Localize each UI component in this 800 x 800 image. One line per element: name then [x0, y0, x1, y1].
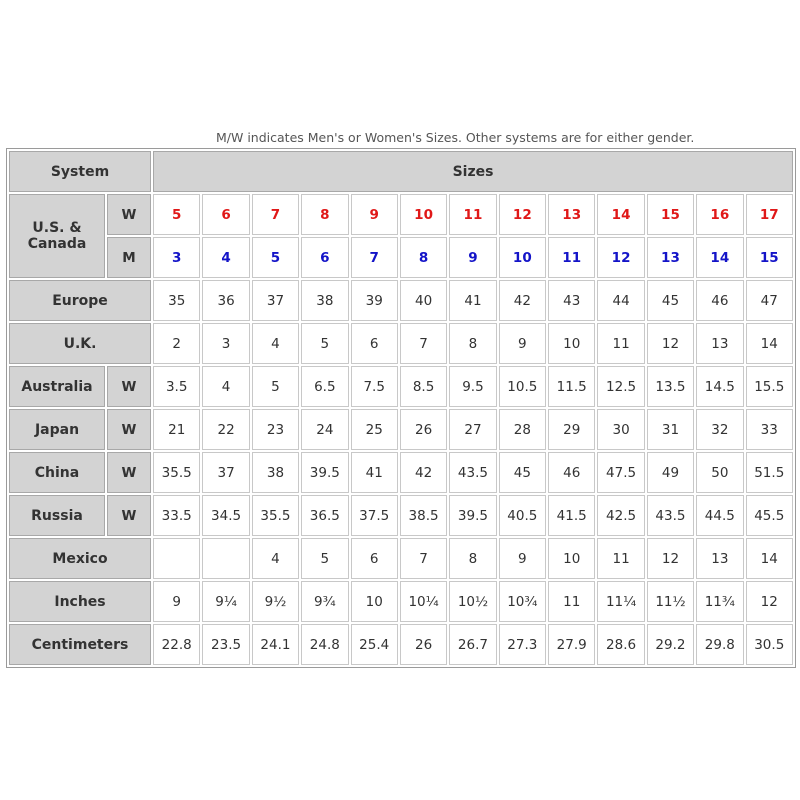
size-cell: 12	[499, 194, 546, 235]
size-cell: 36.5	[301, 495, 348, 536]
size-cell: 37	[202, 452, 249, 493]
row-label: Mexico	[9, 538, 151, 579]
size-cell: 13	[696, 323, 743, 364]
size-cell: 10.5	[499, 366, 546, 407]
size-cell: 27	[449, 409, 496, 450]
size-cell: 33	[746, 409, 793, 450]
size-cell: 25	[351, 409, 398, 450]
size-cell: 11	[597, 538, 644, 579]
table-row	[9, 581, 793, 622]
size-cell: 23	[252, 409, 299, 450]
row-sub-label: W	[107, 452, 151, 493]
size-cell	[153, 538, 200, 579]
table-row	[9, 366, 793, 407]
size-cell: 39	[351, 280, 398, 321]
size-cell: 36	[202, 280, 249, 321]
size-cell: 28.6	[597, 624, 644, 665]
size-cell: 34.5	[202, 495, 249, 536]
size-cell	[202, 538, 249, 579]
size-cell: 6	[301, 237, 348, 278]
size-cell: 30	[597, 409, 644, 450]
table-row	[9, 495, 793, 536]
size-cell: 23.5	[202, 624, 249, 665]
row-sub-label: W	[107, 366, 151, 407]
size-cell: 45	[499, 452, 546, 493]
size-cell: 12.5	[597, 366, 644, 407]
size-cell: 11	[597, 323, 644, 364]
size-cell: 7	[351, 237, 398, 278]
size-cell: 11¾	[696, 581, 743, 622]
size-cell: 27.9	[548, 624, 595, 665]
row-sub-women: W	[107, 194, 151, 235]
size-cell: 13.5	[647, 366, 694, 407]
size-chart	[6, 148, 794, 668]
size-cell: 35	[153, 280, 200, 321]
table-row	[9, 280, 793, 321]
size-cell: 5	[252, 237, 299, 278]
row-label-us-canada: U.S. & Canada	[9, 194, 105, 278]
row-label: Inches	[9, 581, 151, 622]
row-label: Europe	[9, 280, 151, 321]
size-cell: 6	[351, 323, 398, 364]
size-cell: 24.8	[301, 624, 348, 665]
size-cell: 3.5	[153, 366, 200, 407]
size-cell: 29.2	[647, 624, 694, 665]
size-cell: 5	[252, 366, 299, 407]
size-cell: 26	[400, 624, 447, 665]
size-cell: 24	[301, 409, 348, 450]
size-cell: 3	[153, 237, 200, 278]
size-cell: 6	[351, 538, 398, 579]
size-cell: 49	[647, 452, 694, 493]
size-cell: 42.5	[597, 495, 644, 536]
size-cell: 9½	[252, 581, 299, 622]
size-cell: 8	[400, 237, 447, 278]
table-row	[9, 538, 793, 579]
row-sub-label: W	[107, 495, 151, 536]
size-cell: 39.5	[449, 495, 496, 536]
row-sub-label: W	[107, 409, 151, 450]
size-cell: 3	[202, 323, 249, 364]
size-cell: 43.5	[647, 495, 694, 536]
size-cell: 9	[499, 323, 546, 364]
size-cell: 10	[548, 538, 595, 579]
size-cell: 15	[647, 194, 694, 235]
size-cell: 46	[548, 452, 595, 493]
size-cell: 33.5	[153, 495, 200, 536]
size-cell: 51.5	[746, 452, 793, 493]
row-label: Russia	[9, 495, 105, 536]
size-cell: 11	[449, 194, 496, 235]
size-cell: 35.5	[153, 452, 200, 493]
size-cell: 10¾	[499, 581, 546, 622]
size-cell: 35.5	[252, 495, 299, 536]
size-cell: 43.5	[449, 452, 496, 493]
size-cell: 10	[400, 194, 447, 235]
size-cell: 26	[400, 409, 447, 450]
table-row	[9, 624, 793, 665]
size-cell: 9¼	[202, 581, 249, 622]
size-cell: 12	[746, 581, 793, 622]
table-row	[9, 323, 793, 364]
size-cell: 9	[153, 581, 200, 622]
size-cell: 13	[647, 237, 694, 278]
size-cell: 4	[252, 323, 299, 364]
size-cell: 14	[696, 237, 743, 278]
size-cell: 10	[351, 581, 398, 622]
size-cell: 5	[301, 323, 348, 364]
size-cell: 9¾	[301, 581, 348, 622]
size-cell: 2	[153, 323, 200, 364]
size-cell: 12	[647, 323, 694, 364]
size-cell: 11	[548, 237, 595, 278]
size-cell: 10	[548, 323, 595, 364]
row-label: U.K.	[9, 323, 151, 364]
size-cell: 4	[202, 237, 249, 278]
size-table	[6, 148, 796, 668]
size-cell: 4	[252, 538, 299, 579]
size-cell: 15	[746, 237, 793, 278]
size-cell: 13	[696, 538, 743, 579]
size-cell: 26.7	[449, 624, 496, 665]
size-cell: 38.5	[400, 495, 447, 536]
table-row	[9, 452, 793, 493]
size-cell: 40.5	[499, 495, 546, 536]
size-cell: 8	[449, 538, 496, 579]
size-cell: 11¼	[597, 581, 644, 622]
size-cell: 46	[696, 280, 743, 321]
size-cell: 9	[499, 538, 546, 579]
size-cell: 47.5	[597, 452, 644, 493]
size-cell: 14	[746, 538, 793, 579]
size-cell: 5	[301, 538, 348, 579]
size-cell: 27.3	[499, 624, 546, 665]
size-cell: 10¼	[400, 581, 447, 622]
sizes-header: Sizes	[153, 151, 793, 192]
size-cell: 16	[696, 194, 743, 235]
table-row-us-women	[9, 194, 793, 235]
size-cell: 9	[449, 237, 496, 278]
size-cell: 7	[400, 323, 447, 364]
size-cell: 44	[597, 280, 644, 321]
size-cell: 12	[647, 538, 694, 579]
size-cell: 42	[400, 452, 447, 493]
size-cell: 8.5	[400, 366, 447, 407]
size-cell: 37.5	[351, 495, 398, 536]
size-cell: 45.5	[746, 495, 793, 536]
size-cell: 10	[499, 237, 546, 278]
size-cell: 28	[499, 409, 546, 450]
size-cell: 32	[696, 409, 743, 450]
size-cell: 38	[301, 280, 348, 321]
system-header: System	[9, 151, 151, 192]
size-cell: 40	[400, 280, 447, 321]
size-cell: 15.5	[746, 366, 793, 407]
size-cell: 11½	[647, 581, 694, 622]
size-cell: 11	[548, 581, 595, 622]
size-cell: 14	[597, 194, 644, 235]
table-row-us-men	[9, 237, 793, 278]
size-cell: 41	[351, 452, 398, 493]
size-cell: 30.5	[746, 624, 793, 665]
size-cell: 12	[597, 237, 644, 278]
size-cell: 5	[153, 194, 200, 235]
row-label: Centimeters	[9, 624, 151, 665]
size-cell: 29.8	[696, 624, 743, 665]
table-row	[9, 409, 793, 450]
size-cell: 22	[202, 409, 249, 450]
size-cell: 10½	[449, 581, 496, 622]
size-cell: 14.5	[696, 366, 743, 407]
size-cell: 39.5	[301, 452, 348, 493]
size-cell: 7	[252, 194, 299, 235]
header-row	[9, 151, 793, 192]
row-label: China	[9, 452, 105, 493]
size-cell: 8	[301, 194, 348, 235]
size-cell: 31	[647, 409, 694, 450]
row-sub-men: M	[107, 237, 151, 278]
size-cell: 7	[400, 538, 447, 579]
size-cell: 43	[548, 280, 595, 321]
size-cell: 9.5	[449, 366, 496, 407]
size-cell: 21	[153, 409, 200, 450]
size-cell: 17	[746, 194, 793, 235]
size-cell: 13	[548, 194, 595, 235]
size-cell: 25.4	[351, 624, 398, 665]
size-cell: 45	[647, 280, 694, 321]
size-cell: 42	[499, 280, 546, 321]
size-cell: 22.8	[153, 624, 200, 665]
row-label: Australia	[9, 366, 105, 407]
size-cell: 14	[746, 323, 793, 364]
size-cell: 7.5	[351, 366, 398, 407]
size-cell: 44.5	[696, 495, 743, 536]
size-cell: 4	[202, 366, 249, 407]
row-label: Japan	[9, 409, 105, 450]
gender-note: M/W indicates Men's or Women's Sizes. Other systems are for either gender.	[216, 130, 695, 145]
size-cell: 24.1	[252, 624, 299, 665]
size-cell: 6	[202, 194, 249, 235]
size-cell: 41.5	[548, 495, 595, 536]
size-cell: 41	[449, 280, 496, 321]
size-cell: 11.5	[548, 366, 595, 407]
size-cell: 37	[252, 280, 299, 321]
size-cell: 8	[449, 323, 496, 364]
size-cell: 6.5	[301, 366, 348, 407]
size-cell: 47	[746, 280, 793, 321]
size-cell: 50	[696, 452, 743, 493]
size-cell: 29	[548, 409, 595, 450]
size-cell: 9	[351, 194, 398, 235]
size-cell: 38	[252, 452, 299, 493]
